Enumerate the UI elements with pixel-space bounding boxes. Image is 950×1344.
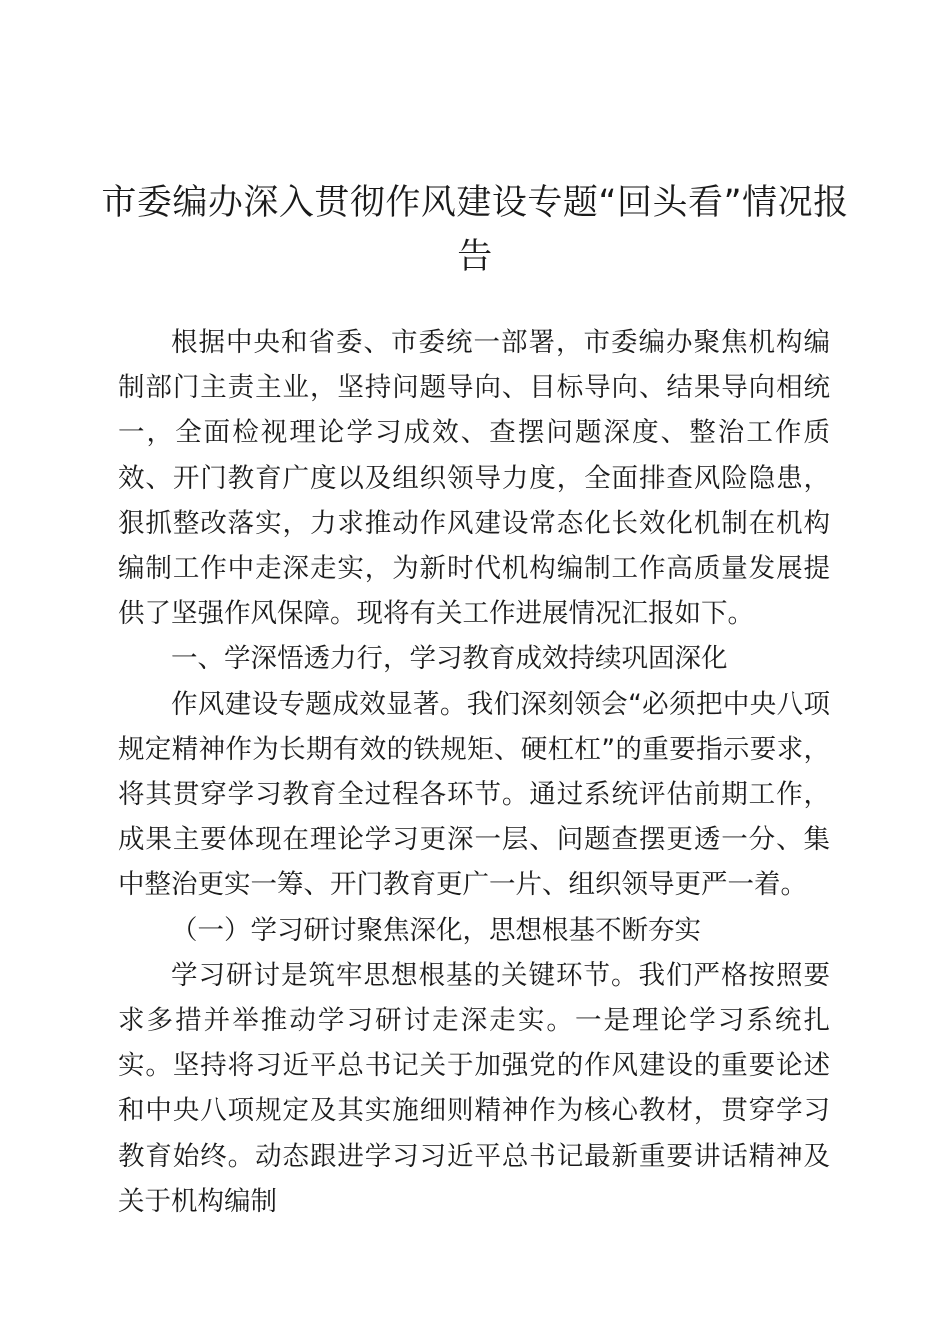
document-body <box>118 320 830 1224</box>
section-paragraph-1: 作风建设专题成效显著。我们深刻领会“必须把中央八项规定精神作为长期有效的铁规矩、硬杠杠”的重要指示要求，将其贯穿学习教育全过程各环节。通过系统评估前期工作，成果主要体现在理论学习更深一层、问题查摆更透一分、集中整治更实一筹、开门教育更广一片、组织领导更严一着。 <box>118 688 830 901</box>
subsection-paragraph-1: 学习研讨是筑牢思想根基的关键环节。我们严格按照要求多措并举推动学习研讨走深走实。一是理论学习系统扎实。坚持将习近平总书记关于加强党的作风建设的重要论述和中央八项规定及其实施细则精神作为核心教材，贯穿学习教育始终。动态跟进学习习近平总书记最新重要讲话精神及关于机构编制 <box>118 959 830 1217</box>
document-title: 市委编办深入贯彻作风建设专题“回头看”情况报告 <box>101 183 849 277</box>
subsection-heading-1: （一）学习研讨聚焦深化，思想根基不断夯实 <box>171 914 701 946</box>
intro-paragraph: 根据中央和省委、市委统一部署，市委编办聚焦机构编制部门主责主业，坚持问题导向、目标导向、结果导向相统一，全面检视理论学习成效、查摆问题深度、整治工作质效、开门教育广度以及组织领导力度，全面排查风险隐患，狠抓整改落实，力求推动作风建设常态化长效化机制在机构编制工作中走深走实，为新时代机构编制工作高质量发展提供了坚强作风保障。现将有关工作进展情况汇报如下。 <box>118 327 830 630</box>
section-heading-1: 一、学深悟透力行，学习教育成效持续巩固深化 <box>171 643 728 675</box>
